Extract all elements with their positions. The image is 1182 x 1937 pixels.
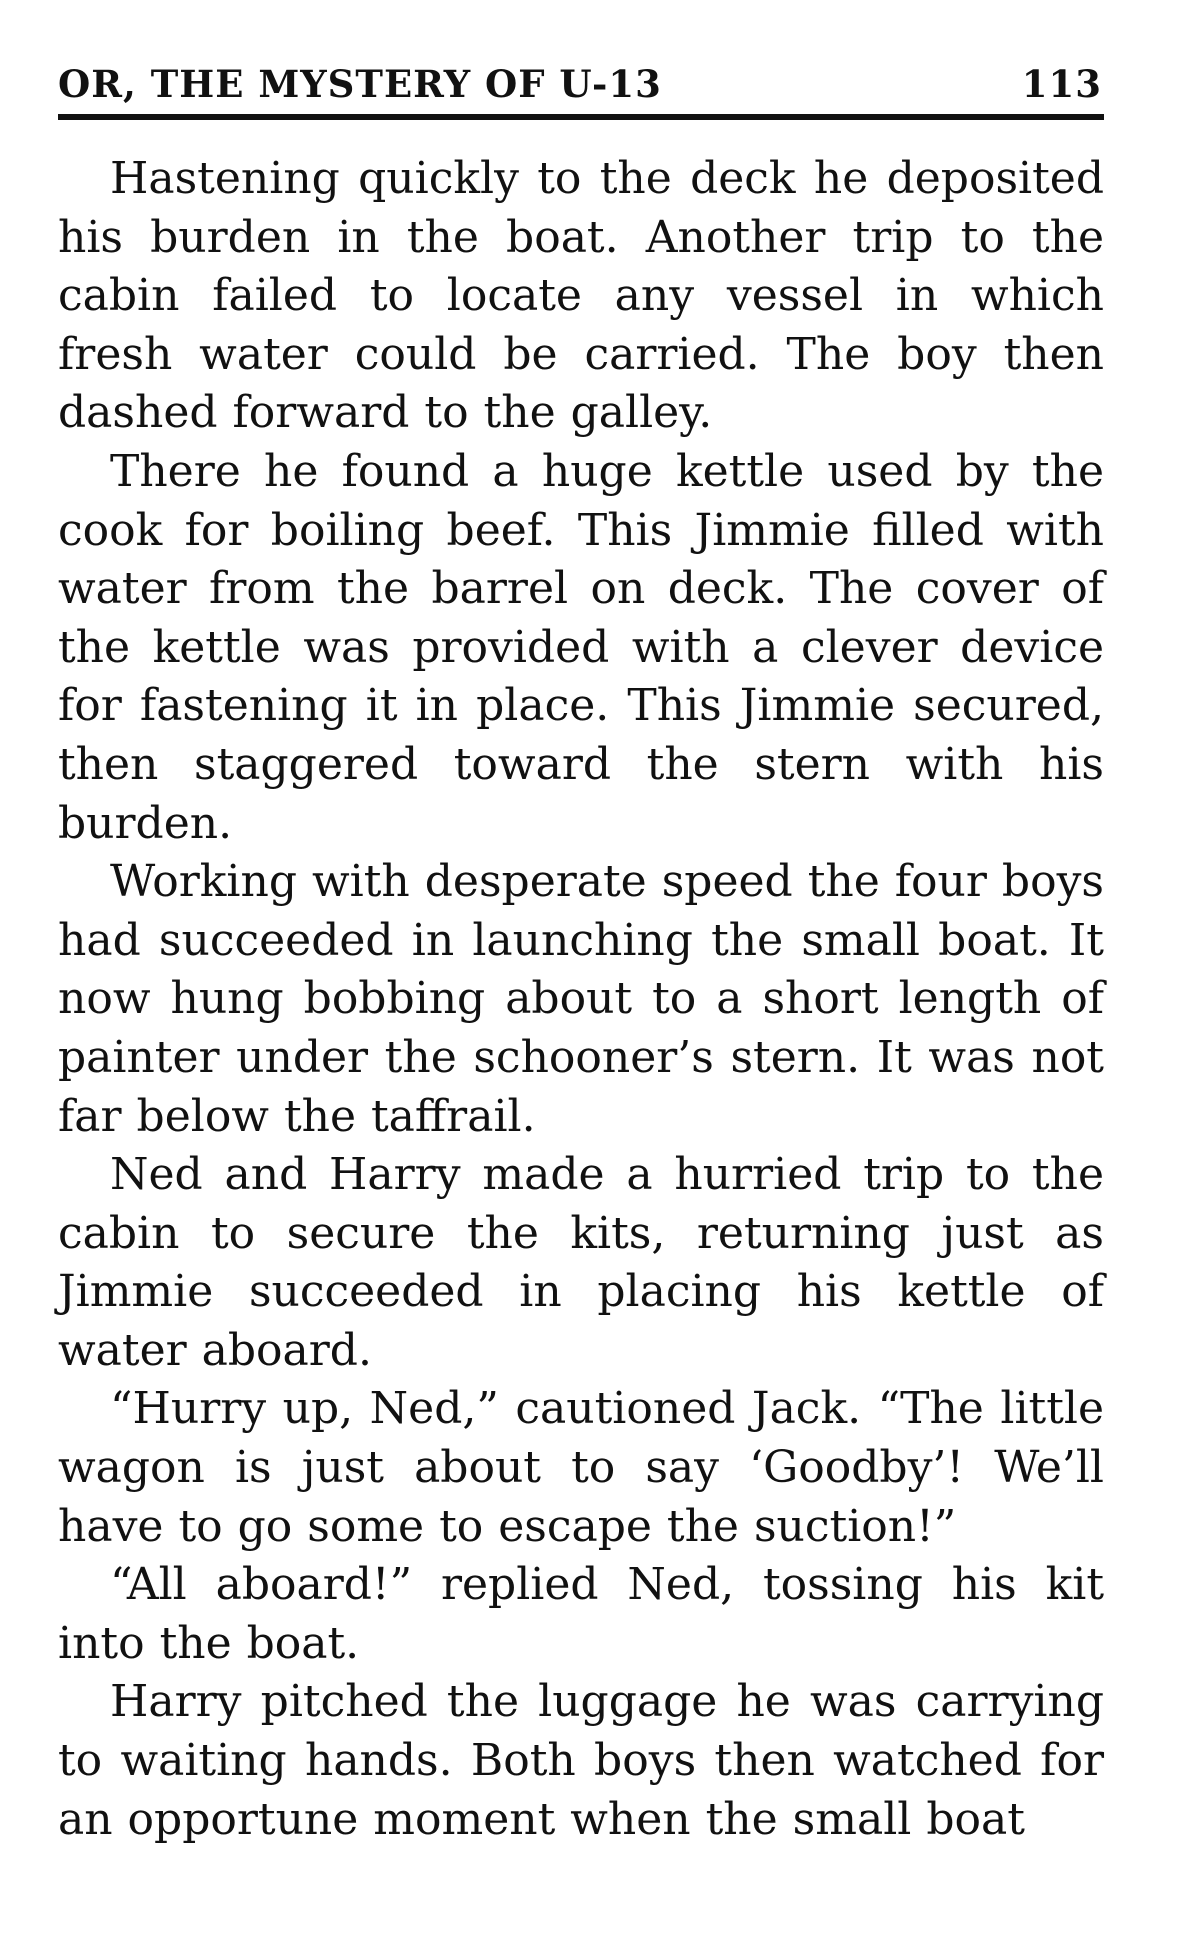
paragraph-7: Harry pitched the luggage he was carrying to waiting hands. Both boys then watched for an opportune moment when the small boat [58,1676,1104,1845]
paragraph-1: Hastening quickly to the deck he deposited his burden in the boat. Another trip to the cabin failed to locate any vessel in which fresh water could be carried. The boy then dashed forward to the galley. [58,153,1104,439]
header-rule [58,114,1104,120]
paragraph-2: There he found a huge kettle used by the cook for boiling beef. This Jimmie filled with water from the barrel on deck. The cover of the kettle was provided with a clever device for fastening it in place. This Jimmie secured, then staggered toward the stern with his burden. [58,445,1104,849]
paragraph-3: Working with desperate speed the four boys had succeeded in launching the small boat. It now hung bobbing about to a short length of painter under the schooner’s stern. It was not far below the taffrail. [58,856,1104,1142]
paragraph-4: Ned and Harry made a hurried trip to the cabin to secure the kits, returning just as Jimmie succeeded in placing his kettle of water aboard. [58,1149,1104,1376]
paragraph-6: “All aboard!” replied Ned, tossing his kit into the boat. [58,1559,1104,1669]
running-title: OR, THE MYSTERY OF U-13 [58,62,662,106]
body-text [58,150,1104,1849]
running-head [58,52,1102,112]
paragraph-5: “Hurry up, Ned,” cautioned Jack. “The little wagon is just about to say ‘Goodby’! We’ll have to go some to escape the suction!” [58,1383,1104,1552]
page-number: 113 [1021,62,1102,106]
